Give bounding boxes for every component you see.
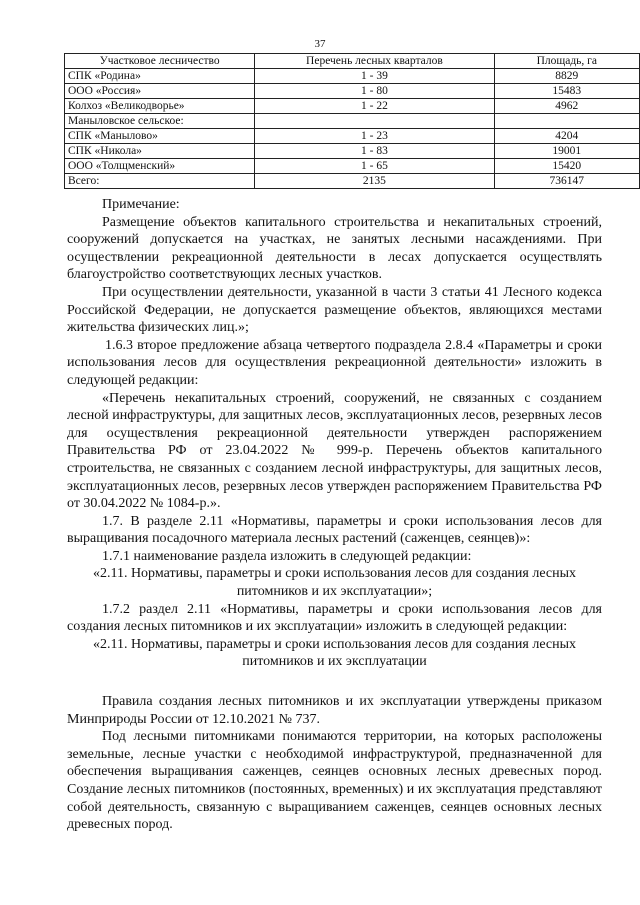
paragraph: 1.7.1 наименование раздела изложить в следующей редакции: bbox=[102, 548, 472, 564]
paragraph: 1.6.3 второе предложение абзаца четвертого подраздела 2.8.4 «Параметры и сроки использования лесов для осуществления рекреационной деятельности» изложить в следующей редакции: bbox=[67, 337, 602, 388]
table-cell bbox=[494, 114, 639, 129]
table-cell: ООО «Россия» bbox=[65, 84, 255, 99]
quoted-heading-line: питомников и их эксплуатации bbox=[242, 654, 427, 670]
column-header: Перечень лесных кварталов bbox=[255, 54, 494, 69]
table-cell: 4204 bbox=[494, 129, 639, 144]
paragraph: При осуществлении деятельности, указанной в части 3 статьи 41 Лесного кодекса Российской Федерации, не допускается размещение объектов, являющихся местами жительства физических лиц.»; bbox=[67, 284, 602, 336]
table-cell: 1 - 23 bbox=[255, 129, 494, 144]
paragraph: 1.7.2 раздел 2.11 «Нормативы, параметры и сроки использования лесов для создания лесных питомников и их эксплуатации» изложить в следующей редакции: bbox=[67, 601, 602, 635]
table-cell: 4962 bbox=[494, 99, 639, 114]
table-row bbox=[65, 129, 640, 144]
paragraph: 1.7. В разделе 2.11 «Нормативы, параметры и сроки использования лесов для выращивания посадочного материала лесных растений (саженцев, сеянцев)»: bbox=[67, 513, 602, 547]
table-row bbox=[65, 144, 640, 159]
paragraph: Размещение объектов капитального строительства и некапитальных строений, сооружений допускается на участках, не занятых лесными насаждениями. При осуществлении рекреационной деятельности в лесах допускается осуществлять благоустройство соответствующих лесных участков. bbox=[67, 214, 602, 283]
paragraph: Под лесными питомниками понимаются территории, на которых расположены земельные, лесные участки с необходимой инфраструктурой, предназначенной для обеспечения выращивания саженцев, сеянцев основных лесных древесных пород. Создание лесных питомников (постоянных, временных) и их эксплуатация представляют собой деятельность, связанную с выращиванием саженцев, сеянцев основных лесных древесных пород. bbox=[67, 729, 602, 833]
table-cell: 1 - 22 bbox=[255, 99, 494, 114]
column-header: Участковое лесничество bbox=[65, 54, 255, 69]
note-label: Примечание: bbox=[102, 197, 180, 212]
table-cell: 15483 bbox=[494, 84, 639, 99]
paragraph: «Перечень некапитальных строений, сооружений, не связанных с созданием лесной инфраструктуры, для защитных лесов, эксплуатационных лесов, резервных лесов для осуществления рекреационной деятельности утвержден распоряжением Правительства РФ от 23.04.2022 № 999-р. Перечень объектов капитального строительства, не связанных с созданием лесной инфраструктуры, для защитных лесов, эксплуатационных лесов, резервных лесов утвержден распоряжением Правительства РФ от 30.04.2022 № 1084-р.». bbox=[67, 390, 602, 512]
table-row bbox=[65, 84, 640, 99]
table-cell: Маныловское сельское: bbox=[65, 114, 255, 129]
table-cell: 2135 bbox=[255, 174, 494, 189]
table-cell: 1 - 80 bbox=[255, 84, 494, 99]
table-row bbox=[65, 114, 640, 129]
table-cell: 1 - 39 bbox=[255, 69, 494, 84]
table-cell: 8829 bbox=[494, 69, 639, 84]
table-cell: 1 - 65 bbox=[255, 159, 494, 174]
forestry-table bbox=[64, 53, 640, 189]
table-cell: ООО «Толщменский» bbox=[65, 159, 255, 174]
paragraph: Правила создания лесных питомников и их эксплуатации утверждены приказом Минприроды России от 12.10.2021 № 737. bbox=[67, 694, 602, 727]
column-header: Площадь, га bbox=[494, 54, 639, 69]
quoted-heading-line: питомников и их эксплуатации»; bbox=[236, 584, 433, 600]
table-row bbox=[65, 69, 640, 84]
table-cell: 736147 bbox=[494, 174, 639, 189]
table-cell: СПК «Манылово» bbox=[65, 129, 255, 144]
table-header-row bbox=[65, 54, 640, 69]
table-cell: СПК «Никола» bbox=[65, 144, 255, 159]
spacer bbox=[67, 671, 602, 693]
table-cell: 15420 bbox=[494, 159, 639, 174]
table-cell: 1 - 83 bbox=[255, 144, 494, 159]
table-total-row bbox=[65, 174, 640, 189]
table-cell: Колхоз «Великодворье» bbox=[65, 99, 255, 114]
table-row bbox=[65, 159, 640, 174]
table-cell: Всего: bbox=[65, 174, 255, 189]
table-row bbox=[65, 99, 640, 114]
table-cell bbox=[255, 114, 494, 129]
quoted-heading-line: «2.11. Нормативы, параметры и сроки использования лесов для создания лесных bbox=[92, 636, 577, 652]
page-number: 37 bbox=[314, 38, 326, 50]
document-body bbox=[67, 196, 602, 834]
table-cell: СПК «Родина» bbox=[65, 69, 255, 84]
quoted-heading-line: «2.11. Нормативы, параметры и сроки использования лесов для создания лесных bbox=[92, 566, 577, 582]
table-cell: 19001 bbox=[494, 144, 639, 159]
